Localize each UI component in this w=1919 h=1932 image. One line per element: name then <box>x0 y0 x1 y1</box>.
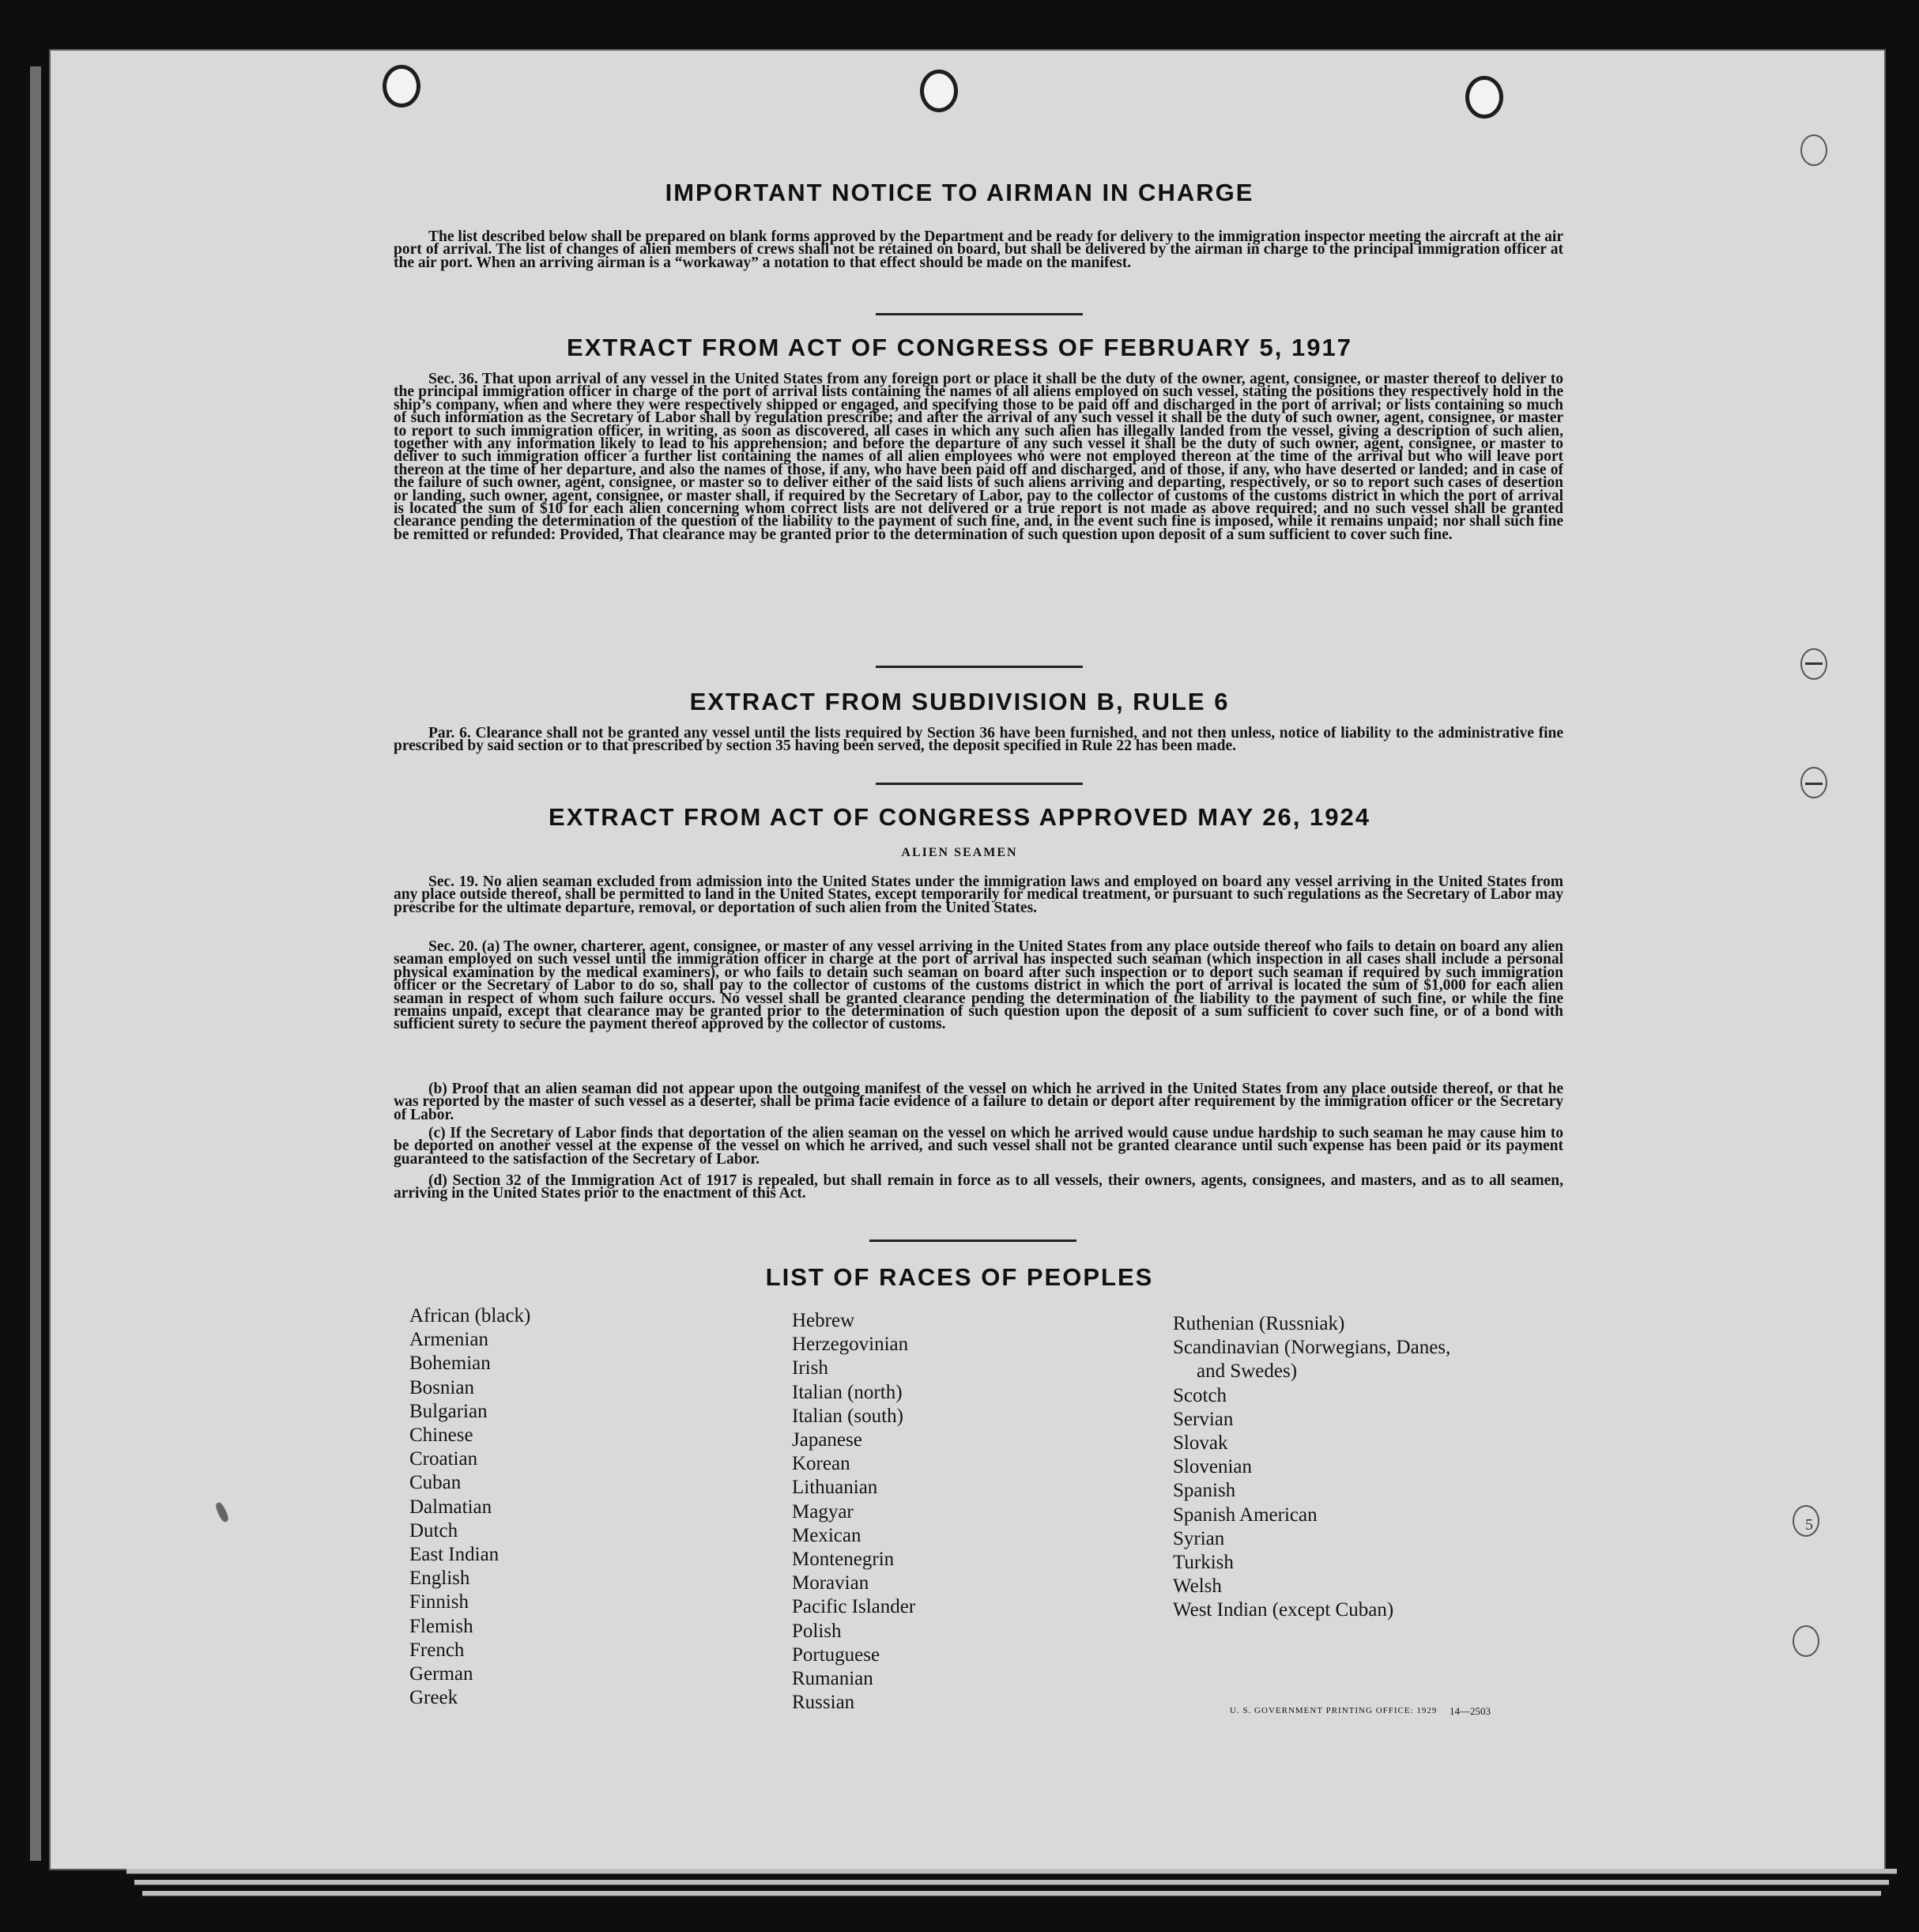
race-item: Italian (north) <box>792 1381 903 1403</box>
punch-hole-left <box>383 65 420 108</box>
race-item: French <box>409 1639 465 1661</box>
race-item: Italian (south) <box>792 1405 903 1427</box>
race-item: Polish <box>792 1620 842 1642</box>
race-item: Hebrew <box>792 1310 855 1331</box>
alien-seamen-subtitle: ALIEN SEAMEN <box>901 846 1018 859</box>
act1924-sec20d: (d) Section 32 of the Immigration Act of 1917 is repealed, but shall remain in force as to all vessels, their owners, agents, consignees, and masters, and as to all seamen, arriving in the United States prior to the enactment of this Act. <box>394 1172 1563 1202</box>
race-item: Turkish <box>1173 1552 1234 1574</box>
page-stack-bottom-edge-3 <box>142 1891 1881 1896</box>
act1924-sec20c: (c) If the Secretary of Labor finds that deportation of the alien seaman on the vessel on which he arrived would cause undue hardship to such seaman he may cause him to be deported on another vessel at the expense of the vessel on which he arrived, and such vessel shall not be granted clearance until such expense has been paid or its payment guaranteed to the satisfaction of the Secretary of Labor. <box>394 1125 1563 1168</box>
race-item: Montenegrin <box>792 1549 895 1571</box>
divider-1 <box>876 313 1083 315</box>
race-item: Spanish <box>1173 1480 1236 1502</box>
race-item: Servian <box>1173 1408 1234 1430</box>
race-item: Rumanian <box>792 1668 873 1690</box>
act1924-sec19: Sec. 19. No alien seaman excluded from admission into the United States under the immigration laws and employed on board any vessel arriving in the United States from any place outside thereof, shall be permitted to land in the United States, except temporarily for medical treatment, or pursuant to such regulations as the Secretary of Labor may prescribe for the ultimate departure, removal, or deportation of such alien from the United States. <box>394 874 1563 916</box>
race-item: Chinese <box>409 1424 473 1447</box>
printer-imprint: U. S. GOVERNMENT PRINTING OFFICE: 1929 <box>1230 1706 1438 1715</box>
race-item: Bulgarian <box>409 1400 488 1422</box>
races-column-2 <box>792 1309 915 1715</box>
page-stack-bottom-edge-1 <box>126 1869 1897 1874</box>
race-item: Scandinavian (Norwegians, Danes, <box>1173 1337 1451 1359</box>
rule6-title: EXTRACT FROM SUBDIVISION B, RULE 6 <box>689 688 1230 715</box>
races-column-1 <box>409 1304 530 1710</box>
race-item: Ruthenian (Russniak) <box>1173 1313 1345 1334</box>
race-item: East Indian <box>409 1544 500 1566</box>
race-item: Korean <box>792 1453 850 1475</box>
act1924-sec20a: Sec. 20. (a) The owner, charterer, agent, consignee, or master of any vessel arriving in the United States from any place outside thereof who fails to detain on board any alien seaman employed on such vessel until the immigration officer in charge at the port of arrival has inspected such seaman (which inspection in all cases shall include a personal physical examination by the medical examiners), or who fails to detain such seaman on board after such inspection or to deport such seaman if required by such immigration officer or the Secretary of Labor to do so, shall pay to the collector of customs of the customs district in which the port of arrival is located the sum of $1,000 for each alien seaman in respect of whom such failure occurs. No vessel shall be granted clearance pending the determination of the liability to the payment of such fine, or while the fine remains unpaid, except that clearance may be granted prior to the determination of such question upon the deposit of a sum sufficient to cover such fine, or of a bond with sufficient surety to secure the payment thereof approved by the collector of customs. <box>394 938 1563 1033</box>
races-title: LIST OF RACES OF PEOPLES <box>765 1263 1154 1291</box>
divider-4 <box>869 1240 1076 1242</box>
binder-mark-1 <box>1805 662 1823 665</box>
race-item: German <box>409 1663 473 1685</box>
race-item: Scotch <box>1173 1384 1227 1406</box>
race-item: Dutch <box>409 1519 458 1541</box>
race-item: Moravian <box>792 1572 869 1594</box>
notice-title: IMPORTANT NOTICE TO AIRMAN IN CHARGE <box>665 179 1254 206</box>
race-item: Flemish <box>409 1615 473 1637</box>
race-item: Slovak <box>1173 1432 1228 1455</box>
race-item: Mexican <box>792 1524 861 1546</box>
race-item: Herzegovinian <box>792 1334 909 1356</box>
race-item: Bohemian <box>409 1353 491 1375</box>
act1917-sec36: Sec. 36. That upon arrival of any vessel in the United States from any foreign port or place it shall be the duty of the owner, agent, consignee, or master thereof to deliver to the principal immigration officer in charge of the port of arrival lists containing the names of all aliens employed on such vessel, stating the positions they respectively hold in the ship’s company, when and where they were respectively shipped or engaged, and specifying those to be paid off and discharged in the port of arrival; or lists containing so much of such information as the Secretary of Labor shall by regulation prescribe; and after the arrival of any such vessel it shall be the duty of such owner, agent, consignee, or master to report to such immigration officer, in writing, as soon as discovered, all cases in which any such alien has illegally landed from the vessel, giving a description of such alien, together with any information likely to lead to his apprehension; and before the departure of any such vessel it shall be the duty of such owner, agent, consignee, or master to deliver to such immigration officer a further list containing the names of all alien employees who were not employed thereon at the time of the arrival but who will leave port thereon at the time of her departure, and also the names of those, if any, who have been paid off and discharged, and of those, if any, who have deserted or landed; and in case of the failure of such owner, agent, consignee, or master so to deliver either of the said lists of such aliens arriving and departing, respectively, or so to report such cases of desertion or landing, such owner, agent, consignee, or master shall, if required by the Secretary of Labor, pay to the collector of customs of the customs district in which the port of arrival is located the sum of $10 for each alien concerning whom correct lists are not delivered or a true report is not made as above required; and no such vessel shall be granted clearance pending the determination of the question of the liability to the payment of such fine, and, in the event such fine is imposed, while it remains unpaid; nor shall such fine be remitted or refunded: Provided, That clearance may be granted prior to the determination of such question upon deposit of a sum sufficient to cover such fine. <box>394 371 1563 543</box>
race-item: Spanish American <box>1173 1504 1318 1526</box>
race-item: Slovenian <box>1173 1456 1252 1478</box>
race-item: Bosnian <box>409 1376 474 1398</box>
margin-page-number: 5 <box>1805 1516 1813 1534</box>
race-item: English <box>409 1568 470 1590</box>
race-item: Irish <box>792 1357 828 1379</box>
race-item: Japanese <box>792 1429 862 1451</box>
rule6-par6: Par. 6. Clearance shall not be granted any vessel until the lists required by Section 36 have been furnished, and not then unless, notice of liability to the administrative fine prescribed by said section or to that prescribed by section 35 having been served, the deposit specified in Rule 22 has been made. <box>394 725 1563 755</box>
race-item: Lithuanian <box>792 1477 878 1499</box>
race-item: Portuguese <box>792 1643 880 1666</box>
binder-mark-2 <box>1805 783 1823 785</box>
race-item: and Swedes) <box>1197 1360 1298 1383</box>
race-item: Dalmatian <box>409 1496 492 1518</box>
page-stack-bottom-edge-2 <box>134 1880 1889 1885</box>
act1924-sec20b: (b) Proof that an alien seaman did not appear upon the outgoing manifest of the vessel on which he arrived in the United States from any place outside thereof, or that he was reported by the master of such vessel as a deserter, shall be prima facie evidence of a failure to detain or deport after requirement by the immigration officer or the Secretary of Labor. <box>394 1081 1563 1123</box>
race-item: Armenian <box>409 1329 488 1351</box>
race-item: Cuban <box>409 1472 462 1494</box>
binder-ring-5 <box>1793 1625 1819 1657</box>
race-item: Welsh <box>1173 1575 1222 1598</box>
punch-hole-right <box>1465 76 1503 119</box>
race-item: Greek <box>409 1687 458 1709</box>
act1924-title: EXTRACT FROM ACT OF CONGRESS APPROVED MAY 26, 1924 <box>549 803 1370 831</box>
race-item: Russian <box>792 1692 855 1714</box>
race-item: Croatian <box>409 1448 478 1470</box>
act1917-title: EXTRACT FROM ACT OF CONGRESS OF FEBRUARY 5, 1917 <box>567 334 1352 361</box>
races-column-3 <box>1173 1312 1450 1623</box>
race-item: Pacific Islander <box>792 1596 916 1618</box>
notice-text: The list described below shall be prepared on blank forms approved by the Department and be ready for delivery to the immigration inspector meeting the aircraft at the air port of arrival. The list of changes of alien members of crews shall not be retained on board, but shall be delivered by the airman in charge to the principal immigration officer at the air port. When an arriving airman is a “workaway” a notation to that effect should be made on the manifest. <box>394 228 1563 271</box>
race-item: Syrian <box>1173 1527 1225 1549</box>
race-item: Magyar <box>792 1500 854 1523</box>
divider-2 <box>876 666 1083 668</box>
binder-ring-1 <box>1800 134 1827 166</box>
race-item: African (black) <box>409 1305 531 1326</box>
divider-3 <box>876 783 1083 785</box>
form-number: 14—2503 <box>1450 1705 1491 1717</box>
punch-hole-center <box>920 70 958 112</box>
race-item: Finnish <box>409 1591 469 1613</box>
race-item: West Indian (except Cuban) <box>1173 1599 1394 1621</box>
